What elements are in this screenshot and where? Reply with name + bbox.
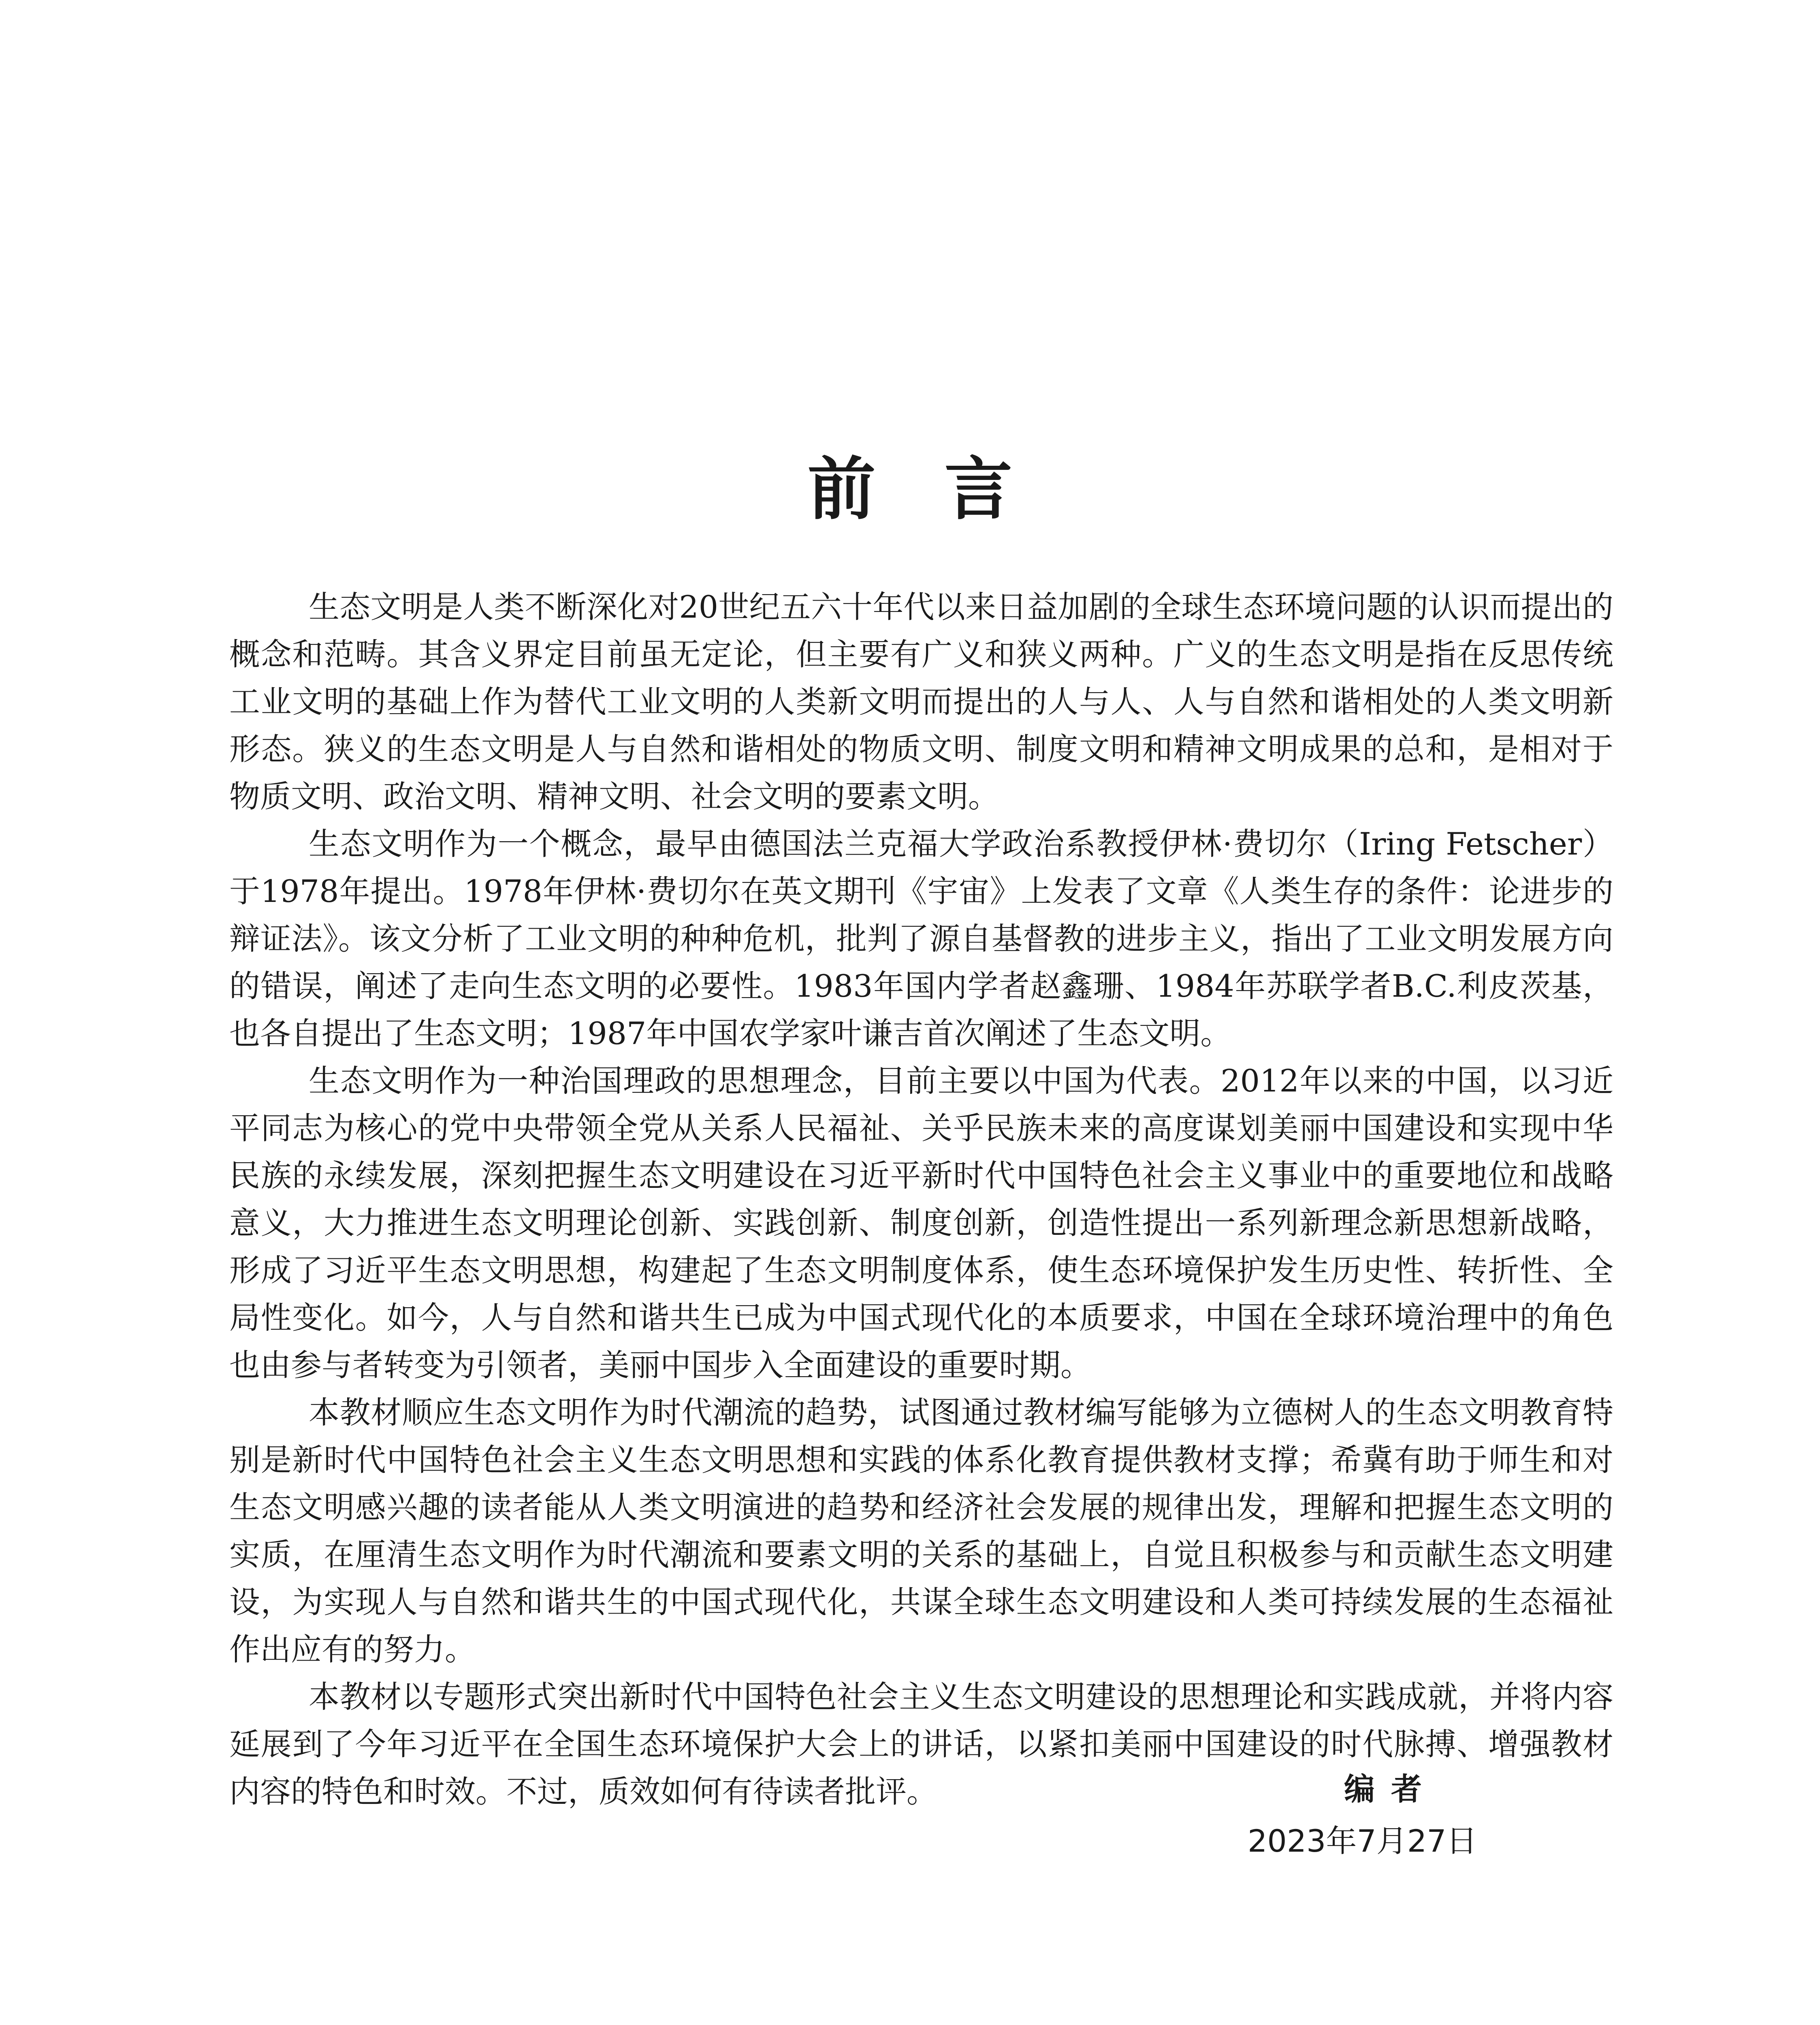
signature-date: 2023年7月27日 — [1248, 1823, 1477, 1859]
paragraph-2: 生态文明作为一个概念，最早由德国法兰克福大学政治系教授伊林·费切尔（Iring Fetscher）于1978年提出。1978年伊林·费切尔在英文期刊《宇宙》上发表了文章《人类生存的条件：论进步的辩证法》。该文分析了工业文明的种种危机，批判了源自基督教的进步主义，指出了工业文明发展方向的错误，阐述了走向生态文明的必要性。1983年国内学者赵鑫珊、1984年苏联学者B.C.利皮茨基，也各自提出了生态文明；1987年中国农学家叶谦吉首次阐述了生态文明。 — [229, 826, 1613, 1051]
paragraph-5: 本教材以专题形式突出新时代中国特色社会主义生态文明建设的思想理论和实践成就，并将内容延展到了今年习近平在全国生态环境保护大会上的讲话，以紧扣美丽中国建设的时代脉搏、增强教材内容的特色和时效。不过，质效如何有待读者批评。 — [229, 1679, 1613, 1810]
preface-body — [229, 583, 1613, 1815]
paragraph-4: 本教材顺应生态文明作为时代潮流的趋势，试图通过教材编写能够为立德树人的生态文明教育特别是新时代中国特色社会主义生态文明思想和实践的体系化教育提供教材支撑；希冀有助于师生和对生态文明感兴趣的读者能从人类文明演进的趋势和经济社会发展的规律出发，理解和把握生态文明的实质，在厘清生态文明作为时代潮流和要素文明的关系的基础上，自觉且积极参与和贡献生态文明建设，为实现人与自然和谐共生的中国式现代化，共谋全球生态文明建设和人类可持续发展的生态福祉作出应有的努力。 — [229, 1394, 1613, 1667]
title-char-1: 前 — [807, 448, 876, 529]
title-char-2: 言 — [944, 448, 1013, 529]
paragraph-3: 生态文明作为一种治国理政的思想理念，目前主要以中国为代表。2012年以来的中国，以习近平同志为核心的党中央带领全党从关系人民福祉、关乎民族未来的高度谋划美丽中国建设和实现中华民族的永续发展，深刻把握生态文明建设在习近平新时代中国特色社会主义事业中的重要地位和战略意义，大力推进生态文明理论创新、实践创新、制度创新，创造性提出一系列新理念新思想新战略，形成了习近平生态文明思想，构建起了生态文明制度体系，使生态环境保护发生历史性、转折性、全局性变化。如今，人与自然和谐共生已成为中国式现代化的本质要求，中国在全球环境治理中的角色也由参与者转变为引领者，美丽中国步入全面建设的重要时期。 — [229, 1063, 1613, 1383]
paragraph-1: 生态文明是人类不断深化对20世纪五六十年代以来日益加剧的全球生态环境问题的认识而提出的概念和范畴。其含义界定目前虽无定论，但主要有广义和狭义两种。广义的生态文明是指在反思传统工业文明的基础上作为替代工业文明的人类新文明而提出的人与人、人与自然和谐相处的人类文明新形态。狭义的生态文明是人与自然和谐相处的物质文明、制度文明和精神文明成果的总和，是相对于物质文明、政治文明、精神文明、社会文明的要素文明。 — [229, 589, 1613, 814]
signature-author: 编者 — [1344, 1771, 1438, 1807]
page-title — [0, 448, 1820, 529]
